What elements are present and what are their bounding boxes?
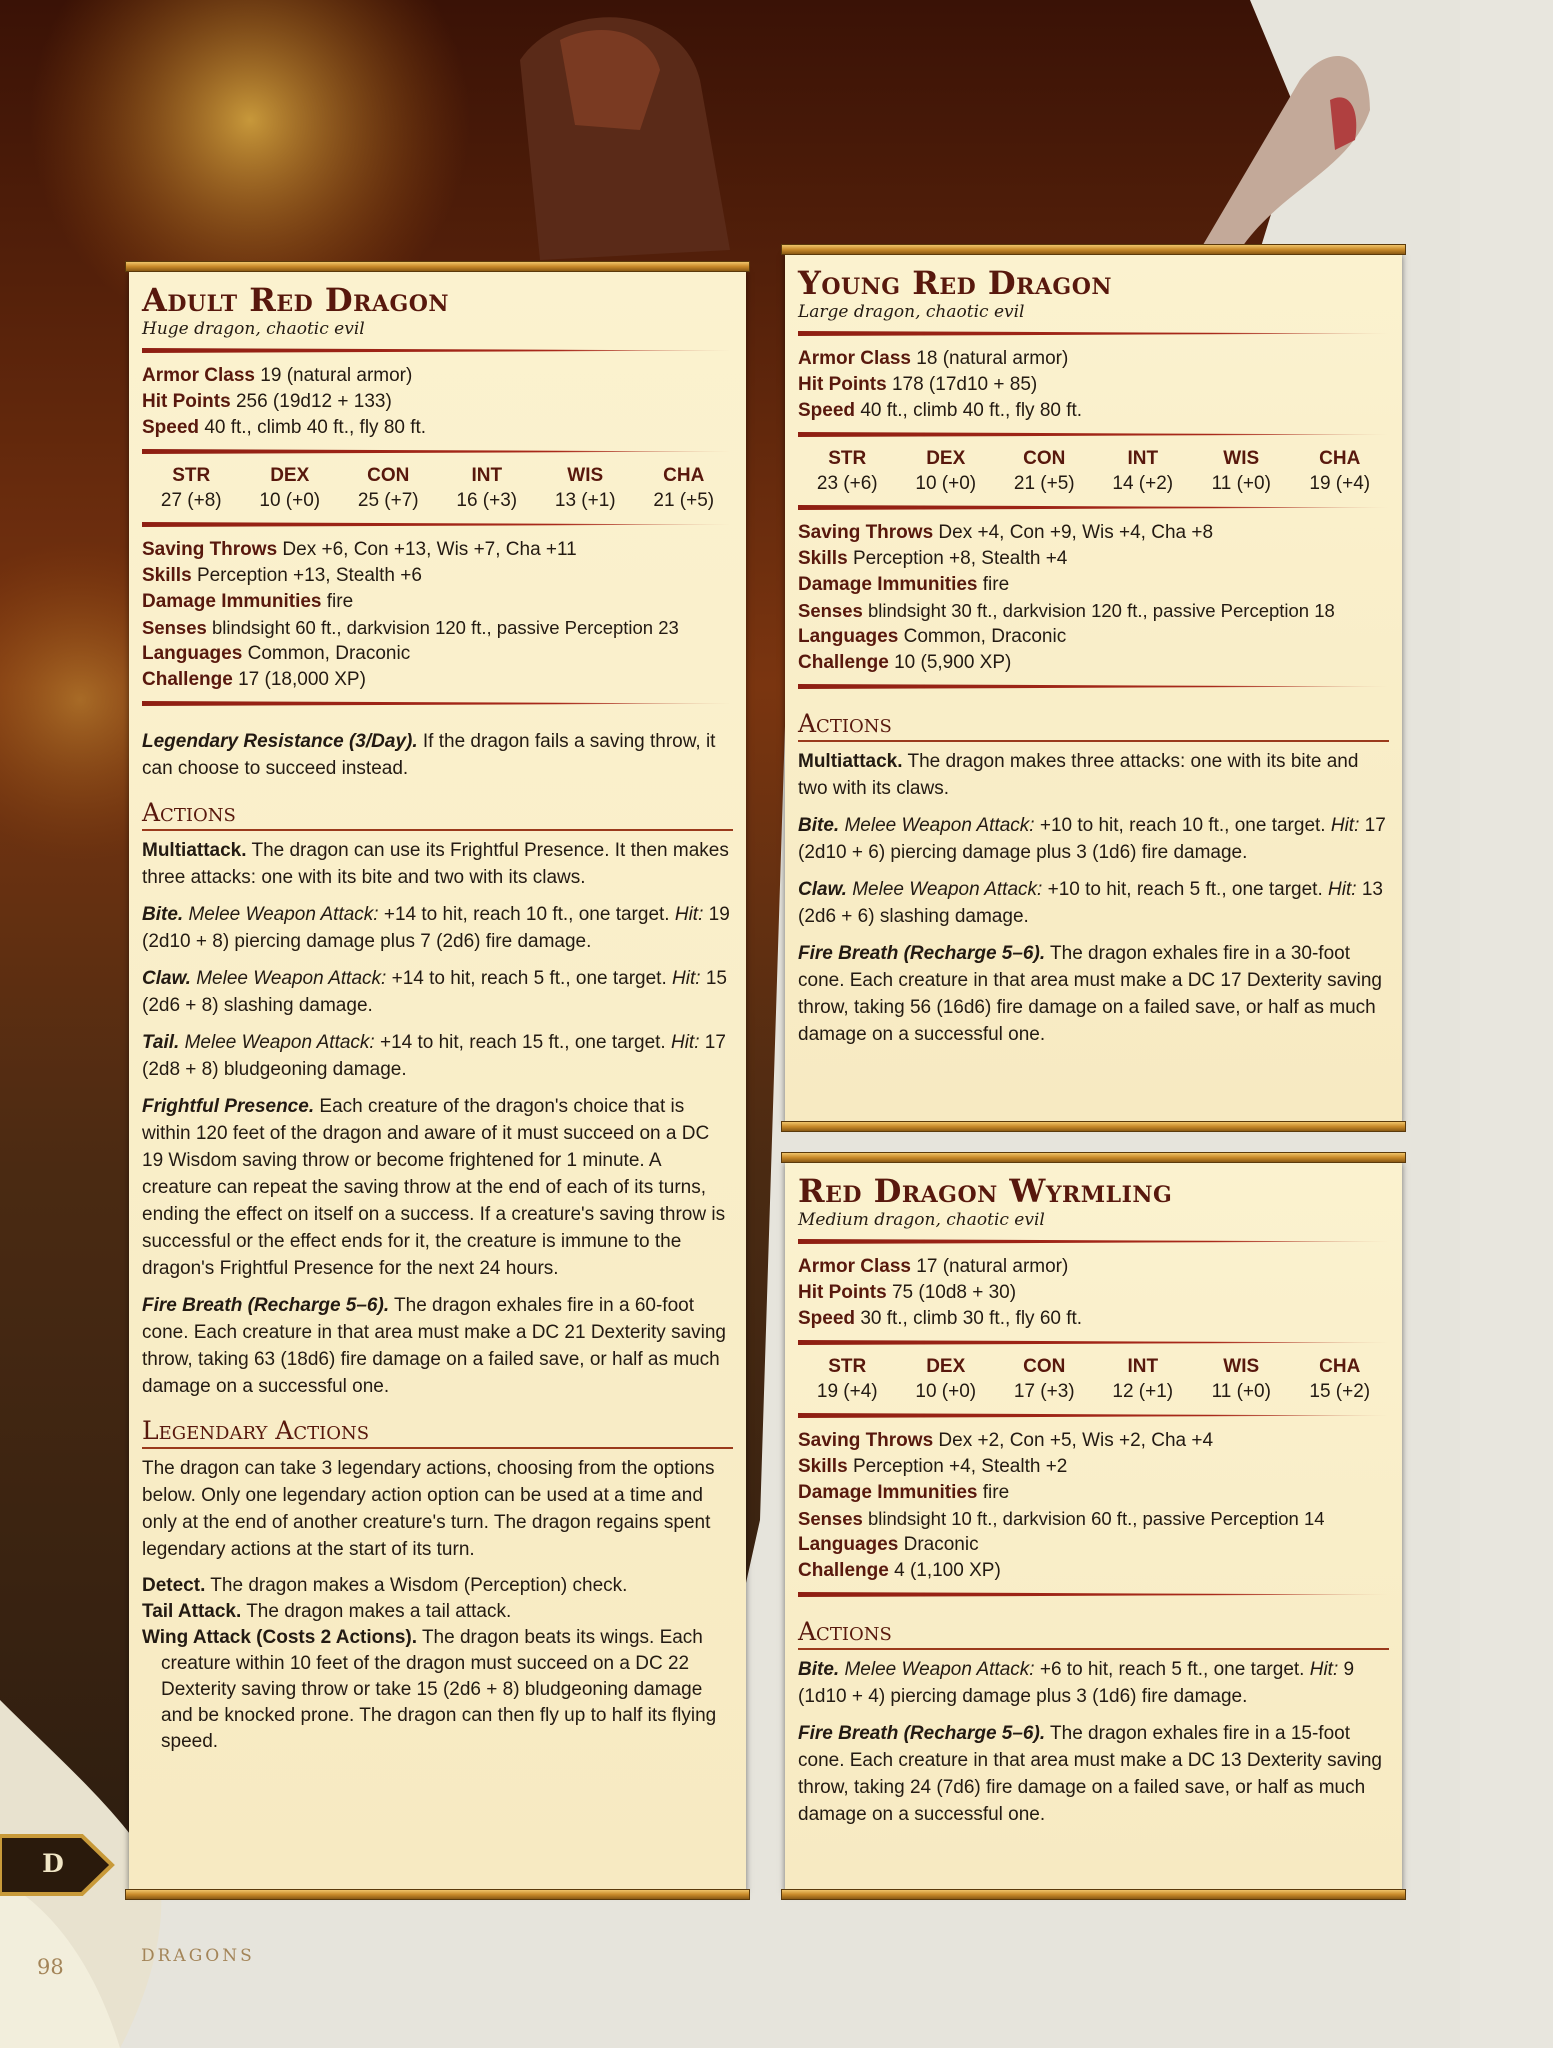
ability-scores: STR 19 (+4) DEX 10 (+0) CON 17 (+3) INT 12 (+1) WIS 11 (+0) CHA 15 (+2) <box>816 1356 1371 1402</box>
red-dragon-wyrmling-statblock <box>785 1161 1402 1891</box>
legendary-wing-attack: Wing Attack (Costs 2 Actions). The dragon beats its wings. Each creature within 10 feet of the dragon must succeed on a DC 22 Dexterity saving throw or take 15 (2d6 + 8) bludgeoning damage and be knocked prone. The dragon can then fly up to half its flying speed. <box>142 1627 717 1752</box>
challenge: Challenge 4 (1,100 XP) <box>798 1560 1001 1581</box>
divider <box>798 1239 1389 1244</box>
bite-action: Bite. Melee Weapon Attack: +6 to hit, reach 5 ft., one target. Hit: 9 (1d10 + 4) piercing damage plus 3 (1d6) fire damage. <box>798 1659 1355 1707</box>
speed: Speed 40 ft., climb 40 ft., fly 80 ft. <box>798 400 1083 421</box>
hit-points: Hit Points 75 (10d8 + 30) <box>798 1282 1017 1303</box>
adult-red-dragon-statblock <box>129 270 746 1891</box>
languages: Languages Common, Draconic <box>142 643 411 664</box>
ability-scores: STR 27 (+8) DEX 10 (+0) CON 25 (+7) INT 16 (+3) WIS 13 (+1) CHA 21 (+5) <box>160 465 715 511</box>
damage-immunities: Damage Immunities fire <box>798 1482 1010 1503</box>
tail-action: Tail. Melee Weapon Attack: +14 to hit, reach 15 ft., one target. Hit: 17 (2d8 + 8) bludgeoning damage. <box>142 1032 726 1080</box>
languages: Languages Draconic <box>798 1534 979 1555</box>
fire-breath: Fire Breath (Recharge 5–6). The dragon exhales fire in a 30-foot cone. Each creature in that area must make a DC 17 Dexterity saving throw, taking 56 (16d6) fire damage on a failed save, or half as much damage on a successful one. <box>798 943 1382 1045</box>
legendary-actions-intro: The dragon can take 3 legendary actions, choosing from the options below. Only one legendary action option can be used at a time and only at the end of another creature's turn. The dragon regains spent legendary actions at the start of its turn. <box>142 1458 715 1560</box>
divider <box>142 522 733 527</box>
skills: Skills Perception +13, Stealth +6 <box>142 565 422 586</box>
divider <box>798 1340 1389 1345</box>
divider <box>142 449 733 454</box>
monster-name: Adult Red Dragon <box>142 281 450 319</box>
damage-immunities: Damage Immunities fire <box>142 591 354 612</box>
monster-name: Young Red Dragon <box>798 264 1112 302</box>
claw-action: Claw. Melee Weapon Attack: +14 to hit, reach 5 ft., one target. Hit: 15 (2d6 + 8) slashing damage. <box>142 968 727 1016</box>
ability-scores: STR 23 (+6) DEX 10 (+0) CON 21 (+5) INT 14 (+2) WIS 11 (+0) CHA 19 (+4) <box>816 448 1371 494</box>
bite-action: Bite. Melee Weapon Attack: +10 to hit, reach 10 ft., one target. Hit: 17 (2d10 + 6) piercing damage plus 3 (1d6) fire damage. <box>798 815 1386 863</box>
saving-throws: Saving Throws Dex +6, Con +13, Wis +7, Cha +11 <box>142 539 577 560</box>
saving-throws: Saving Throws Dex +4, Con +9, Wis +4, Cha +8 <box>798 522 1214 543</box>
monster-type: Large dragon, chaotic evil <box>798 302 1025 322</box>
fire-breath: Fire Breath (Recharge 5–6). The dragon exhales fire in a 60-foot cone. Each creature in that area must make a DC 21 Dexterity saving throw, taking 63 (18d6) fire damage on a failed save, or half as much damage on a successful one. <box>142 1295 726 1397</box>
challenge: Challenge 10 (5,900 XP) <box>798 652 1012 673</box>
actions-heading: Actions <box>798 709 1389 742</box>
senses: Senses blindsight 60 ft., darkvision 120 ft., passive Perception 23 <box>142 617 679 638</box>
hit-points: Hit Points 178 (17d10 + 85) <box>798 374 1038 395</box>
skills: Skills Perception +8, Stealth +4 <box>798 548 1068 569</box>
monster-name: Red Dragon Wyrmling <box>798 1172 1173 1210</box>
divider <box>142 701 733 706</box>
saving-throws: Saving Throws Dex +2, Con +5, Wis +2, Cha +4 <box>798 1430 1214 1451</box>
legendary-detect: Detect. The dragon makes a Wisdom (Perception) check. <box>142 1575 628 1596</box>
divider <box>798 505 1389 510</box>
divider <box>798 432 1389 437</box>
chapter-tab-letter: D <box>42 1849 64 1878</box>
divider <box>142 348 733 353</box>
multiattack: Multiattack. The dragon can use its Frightful Presence. It then makes three attacks: one with its bite and two with its claws. <box>142 840 729 888</box>
young-red-dragon-statblock <box>785 253 1402 1123</box>
legendary-tail-attack: Tail Attack. The dragon makes a tail attack. <box>142 1601 512 1622</box>
bite-action: Bite. Melee Weapon Attack: +14 to hit, reach 10 ft., one target. Hit: 19 (2d10 + 8) piercing damage plus 7 (2d6) fire damage. <box>142 904 730 952</box>
armor-class: Armor Class 17 (natural armor) <box>798 1256 1069 1277</box>
divider <box>798 1413 1389 1418</box>
speed: Speed 30 ft., climb 30 ft., fly 60 ft. <box>798 1308 1083 1329</box>
actions-heading: Actions <box>798 1617 1389 1650</box>
challenge: Challenge 17 (18,000 XP) <box>142 669 366 690</box>
claw-action: Claw. Melee Weapon Attack: +10 to hit, reach 5 ft., one target. Hit: 13 (2d6 + 6) slashing damage. <box>798 879 1383 927</box>
page-number: 98 <box>37 1955 64 1979</box>
languages: Languages Common, Draconic <box>798 626 1067 647</box>
senses: Senses blindsight 30 ft., darkvision 120 ft., passive Perception 18 <box>798 600 1335 621</box>
speed: Speed 40 ft., climb 40 ft., fly 80 ft. <box>142 417 427 438</box>
armor-class: Armor Class 19 (natural armor) <box>142 365 413 386</box>
divider <box>798 331 1389 336</box>
page-footer: DRAGONS <box>141 1946 255 1966</box>
hit-points: Hit Points 256 (19d12 + 133) <box>142 391 392 412</box>
multiattack: Multiattack. The dragon makes three attacks: one with its bite and two with its claws. <box>798 751 1359 799</box>
frightful-presence: Frightful Presence. Each creature of the dragon's choice that is within 120 feet of the dragon and aware of it must succeed on a DC 19 Wisdom saving throw or become frightened for 1 minute. A creature can repeat the saving throw at the end of each of its turns, ending the effect on itself on a success. If a creature's saving throw is successful or the effect ends for it, the creature is immune to the dragon's Frightful Presence for the next 24 hours. <box>142 1096 726 1279</box>
divider <box>798 684 1389 689</box>
monster-type: Huge dragon, chaotic evil <box>142 319 365 339</box>
fire-breath: Fire Breath (Recharge 5–6). The dragon exhales fire in a 15-foot cone. Each creature in that area must make a DC 13 Dexterity saving throw, taking 24 (7d6) fire damage on a failed save, or half as much damage on a successful one. <box>798 1723 1382 1825</box>
actions-heading: Actions <box>142 798 733 831</box>
damage-immunities: Damage Immunities fire <box>798 574 1010 595</box>
senses: Senses blindsight 10 ft., darkvision 60 ft., passive Perception 14 <box>798 1508 1325 1529</box>
divider <box>798 1592 1389 1597</box>
monster-type: Medium dragon, chaotic evil <box>798 1210 1045 1230</box>
legendary-resistance: Legendary Resistance (3/Day). If the dragon fails a saving throw, it can choose to succeed instead. <box>142 731 716 779</box>
armor-class: Armor Class 18 (natural armor) <box>798 348 1069 369</box>
skills: Skills Perception +4, Stealth +2 <box>798 1456 1068 1477</box>
legendary-actions-heading: Legendary Actions <box>142 1416 733 1449</box>
